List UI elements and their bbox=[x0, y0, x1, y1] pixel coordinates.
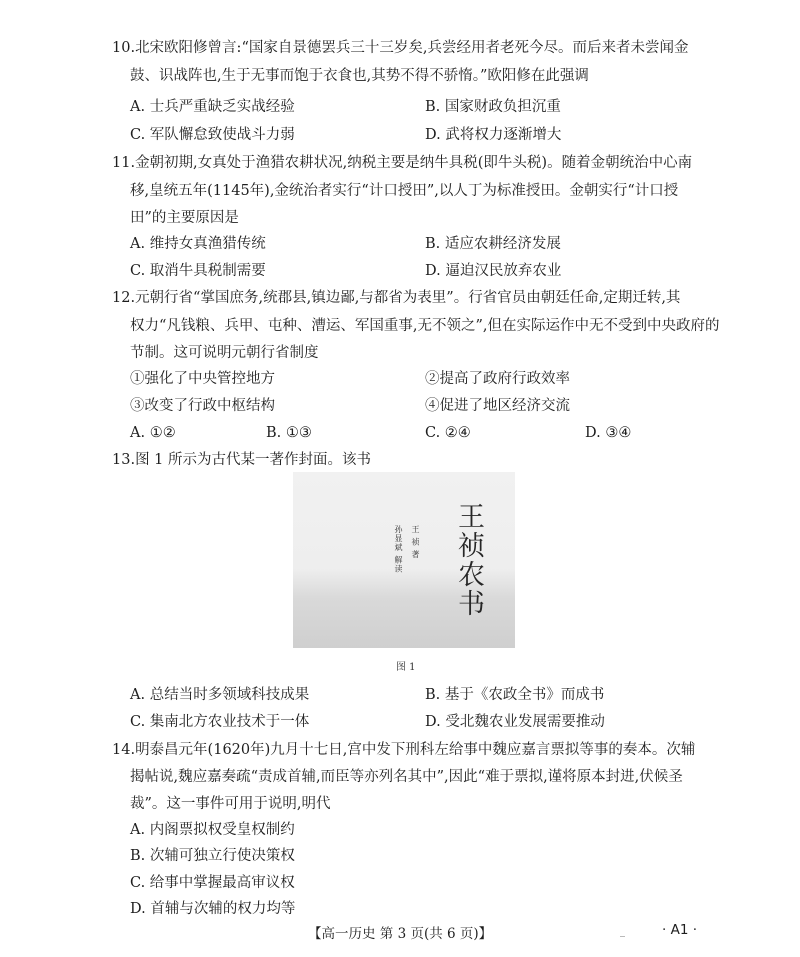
book-cover-annotator: 孙显斌 解读 bbox=[394, 525, 403, 574]
q11-option-a[interactable]: A. 维持女真渔猎传统 bbox=[130, 236, 266, 252]
q12-option-b[interactable]: B. ①③ bbox=[266, 425, 312, 441]
question-number: 11. bbox=[112, 155, 136, 171]
q14-option-c[interactable]: C. 给事中掌握最高审议权 bbox=[130, 875, 295, 891]
q14-option-a[interactable]: A. 内阁票拟权受皇权制约 bbox=[130, 822, 295, 838]
q12-option-c[interactable]: C. ②④ bbox=[425, 425, 471, 441]
q12-statement-4: ④促进了地区经济交流 bbox=[425, 398, 570, 414]
question-number: 13. bbox=[112, 452, 136, 468]
question-12-line-1: 12.元朝行省“掌国庶务,统郡县,镇边鄙,与都省为表里”。行省官员由朝廷任命,定期迁转,其 bbox=[112, 290, 681, 306]
book-cover-author: 王 祯 著 bbox=[411, 525, 420, 560]
q10-option-c[interactable]: C. 军队懈怠致使战斗力弱 bbox=[130, 127, 295, 143]
q13-option-b[interactable]: B. 基于《农政全书》而成书 bbox=[425, 687, 605, 703]
q12-option-d[interactable]: D. ③④ bbox=[585, 425, 632, 441]
q11-option-d[interactable]: D. 逼迫汉民放弃农业 bbox=[425, 263, 562, 279]
question-number: 14. bbox=[112, 742, 136, 758]
book-cover-figure bbox=[293, 472, 515, 648]
q10-option-b[interactable]: B. 国家财政负担沉重 bbox=[425, 99, 561, 115]
q14-option-d[interactable]: D. 首辅与次辅的权力均等 bbox=[130, 901, 296, 917]
paper-code: · A1 · bbox=[662, 922, 697, 938]
q13-option-c[interactable]: C. 集南北方农业技术于一体 bbox=[130, 714, 310, 730]
q12-option-a[interactable]: A. ①② bbox=[130, 425, 176, 441]
question-14-line-2: 揭帖说,魏应嘉奏疏“责成首辅,而臣等亦列名其中”,因此“难于票拟,谨将原本封进,伏候圣 bbox=[130, 769, 683, 785]
q10-option-a[interactable]: A. 士兵严重缺乏实战经验 bbox=[130, 99, 295, 115]
question-12-line-3: 节制。这可说明元朝行省制度 bbox=[130, 345, 319, 361]
q12-statement-3: ③改变了行政中枢结构 bbox=[130, 398, 275, 414]
page-footer: 【高一历史 第 3 页(共 6 页)】 bbox=[308, 926, 493, 942]
q14-option-b[interactable]: B. 次辅可独立行使决策权 bbox=[130, 848, 295, 864]
figure-caption: 图 1 bbox=[396, 662, 416, 673]
question-number: 12. bbox=[112, 290, 136, 306]
q13-option-a[interactable]: A. 总结当时多领域科技成果 bbox=[130, 687, 310, 703]
footer-dash: _ bbox=[620, 926, 625, 937]
question-number: 10. bbox=[112, 40, 136, 56]
question-11-line-2: 移,皇统五年(1145年),金统治者实行“计口授田”,以人丁为标准授田。金朝实行“计口授 bbox=[130, 183, 679, 199]
book-cover-title: 王祯农书 bbox=[453, 502, 484, 618]
q11-option-b[interactable]: B. 适应农耕经济发展 bbox=[425, 236, 561, 252]
question-11-line-1: 11.金朝初期,女真处于渔猎农耕状况,纳税主要是纳牛具税(即牛头税)。随着金朝统治中心南 bbox=[112, 155, 693, 171]
question-14-line-3: 裁”。这一事件可用于说明,明代 bbox=[130, 796, 331, 812]
q12-statement-1: ①强化了中央管控地方 bbox=[130, 371, 275, 387]
q13-option-d[interactable]: D. 受北魏农业发展需要推动 bbox=[425, 714, 605, 730]
q10-option-d[interactable]: D. 武将权力逐渐增大 bbox=[425, 127, 562, 143]
question-14-line-1: 14.明泰昌元年(1620年)九月十七日,宫中发下刑科左给事中魏应嘉言票拟等事的奏本。次辅 bbox=[112, 742, 696, 758]
question-10-line-1: 10.北宋欧阳修曾言:“国家自景德罢兵三十三岁矣,兵尝经用者老死今尽。而后来者未尝闻金 bbox=[112, 40, 689, 56]
q12-statement-2: ②提高了政府行政效率 bbox=[425, 371, 570, 387]
question-12-line-2: 权力“凡钱粮、兵甲、屯种、漕运、军国重事,无不领之”,但在实际运作中无不受到中央政府的 bbox=[130, 318, 720, 334]
question-11-line-3: 田”的主要原因是 bbox=[130, 210, 239, 226]
question-13-line-1: 13.图 1 所示为古代某一著作封面。该书 bbox=[112, 452, 372, 468]
question-10-line-2: 鼓、识战阵也,生于无事而饱于衣食也,其势不得不骄惰。”欧阳修在此强调 bbox=[130, 68, 589, 84]
q11-option-c[interactable]: C. 取消牛具税制需要 bbox=[130, 263, 266, 279]
